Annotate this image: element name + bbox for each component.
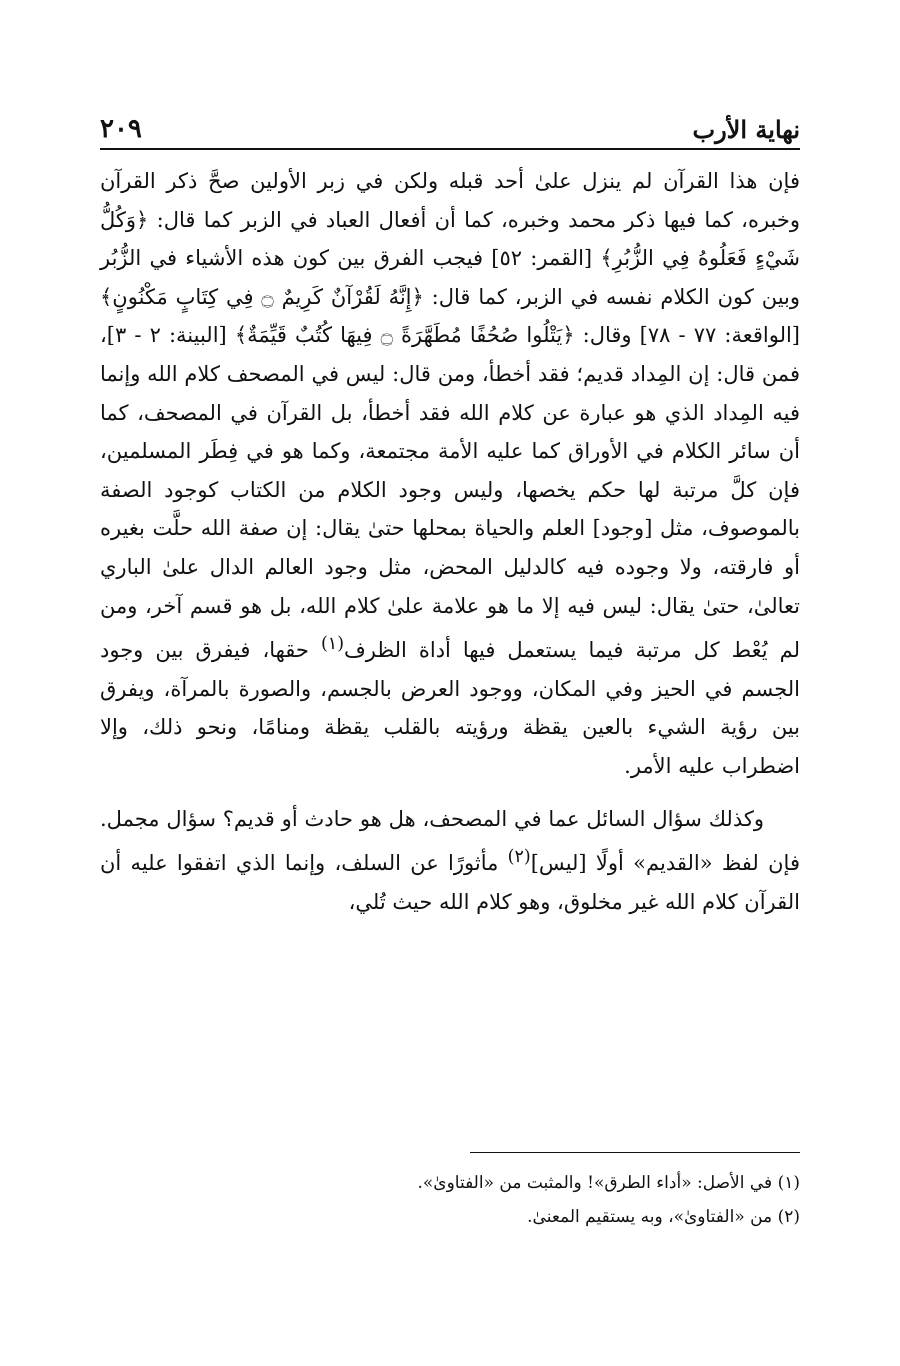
footnote-ref-2: (٢) xyxy=(507,847,531,868)
footnotes xyxy=(100,1166,800,1234)
footnote-2-text: من «الفتاوىٰ»، وبه يستقيم المعنىٰ. xyxy=(527,1207,773,1227)
page-number: ٢٠٩ xyxy=(100,114,142,144)
footnote-1 xyxy=(100,1166,800,1200)
footnote-1-text: في الأصل: «أداء الطرق»! والمثبت من «الفتاوىٰ». xyxy=(417,1173,773,1193)
paragraph-1-text: فإن هذا القرآن لم ينزل علىٰ أحد قبله ولكن في زبر الأولين صحَّ ذكر القرآن وخبره، كما فيها ذكر محمد وخبره، كما أن أفعال العباد في الزبر كما قال: ﴿وَكُلُّ شَيْءٍ فَعَلُوهُ فِي الزُّبُرِ﴾ [القمر: ٥٢] فيجب الفرق بين كون هذه الأشياء في الزُّبُر وبين كون الكلام نفسه في الزبر، كما قال: ﴿إِنَّهُ لَقُرْآنٌ كَرِيمٌ ۝ فِي كِتَابٍ مَكْنُونٍ﴾ [الواقعة: ٧٧ - ٧٨] وقال: ﴿يَتْلُوا صُحُفًا مُطَهَّرَةً ۝ فِيهَا كُتُبٌ قَيِّمَةٌ﴾ [البينة: ٢ - ٣]، فمن قال: إن المِداد قديم؛ فقد أخطأ، ومن قال: ليس في المصحف كلام الله وإنما فيه المِداد الذي هو عبارة عن كلام الله فقد أخطأ، بل القرآن في المصحف، كما أن سائر الكلام في الأوراق كما عليه الأمة مجتمعة، وكما هو في فِطَر المسلمين، فإن كلَّ مرتبة لها حكم يخصها، وليس وجود الكلام من الكتاب كوجود الصفة بالموصوف، مثل [وجود] العلم والحياة بمحلها حتىٰ يقال: إن صفة الله حلَّت بغيره أو فارقته، ولا وجوده فيه كالدليل المحض، مثل وجود العالم الدال علىٰ الباري تعالىٰ، حتىٰ يقال: ليس فيه إلا ما هو علامة علىٰ كلام الله، بل هو قسم آخر، ومن لم يُعْط كل مرتبة فيما يستعمل فيها أداة الظرف xyxy=(100,169,801,663)
footnote-2 xyxy=(100,1200,800,1234)
footnote-divider xyxy=(470,1152,800,1153)
running-header xyxy=(100,104,800,144)
paragraph-2 xyxy=(100,800,800,922)
paragraph-1-tail: حقها، فيفرق بين وجود الجسم في الحيز وفي المكان، ووجود العرض بالجسم، والصورة بالمرآة، ويفرق بين رؤية الشيء بالعين يقظة ورؤيته بالقلب يقظة ومنامًا، ونحو ذلك، وإلا اضطراب عليه الأمر. xyxy=(100,638,800,778)
header-divider xyxy=(100,148,800,150)
book-title: نهاية الأرب xyxy=(692,115,800,144)
paragraph-1 xyxy=(100,162,800,786)
footnote-1-marker: (١) xyxy=(777,1173,800,1193)
paragraph-2-text: وكذلك سؤال السائل عما في المصحف، هل هو حادث أو قديم؟ سؤال مجمل. فإن لفظ «القديم» أولًا [ليس] xyxy=(100,806,800,876)
main-text xyxy=(100,162,800,921)
footnote-2-marker: (٢) xyxy=(777,1207,800,1227)
footnote-ref-1: (١) xyxy=(320,634,345,655)
paragraph-2-tail: مأثورًا عن السلف، وإنما الذي اتفقوا عليه أن القرآن كلام الله غير مخلوق، وهو كلام الله حيث تُلي، xyxy=(100,851,800,914)
